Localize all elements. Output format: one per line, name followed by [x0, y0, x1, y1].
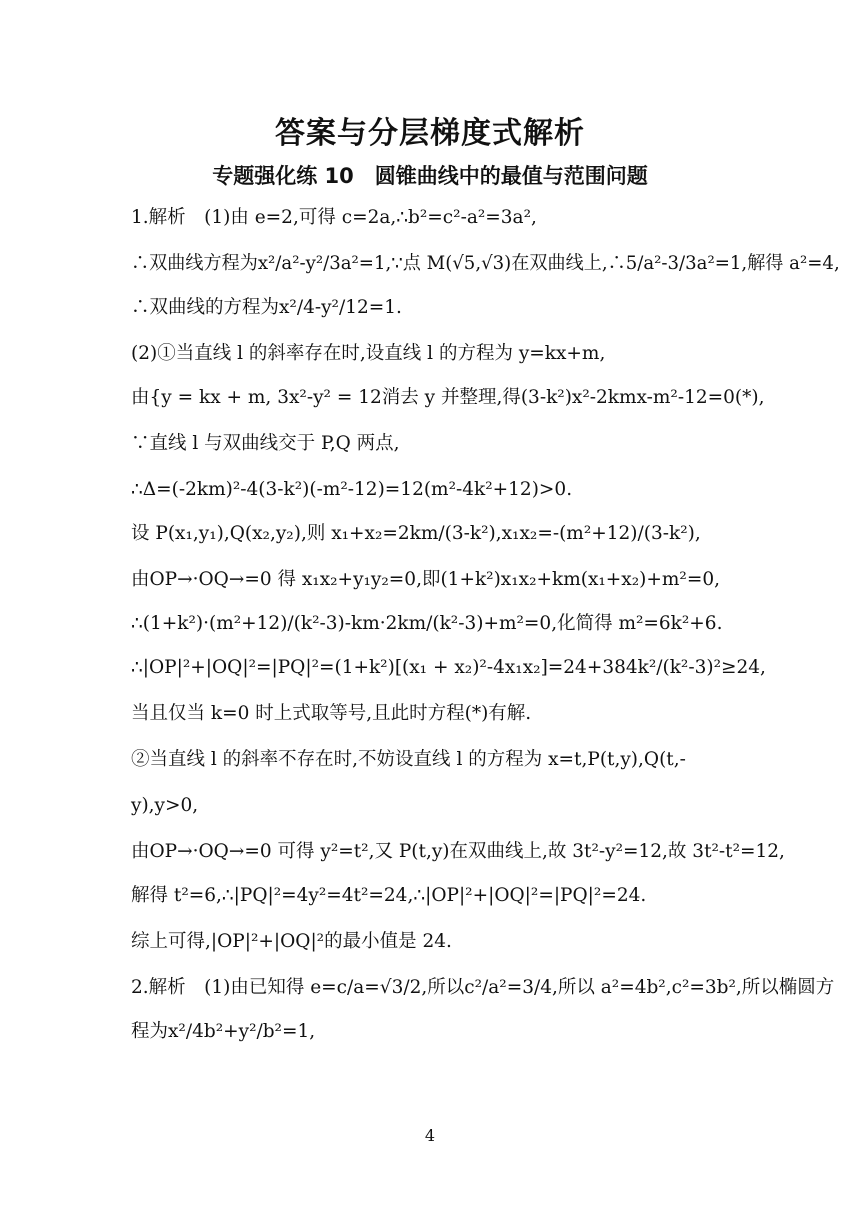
text-line: 当且仅当 k=0 时上式取等号,且此时方程(*)有解.: [131, 703, 532, 724]
text-line: 综上可得,|OP|²+|OQ|²的最小值是 24.: [131, 931, 452, 952]
text-line: ∴双曲线方程为x²/a²-y²/3a²=1,∵点 M(√5,√3)在双曲线上,∴5/a²-3/3a²=1,解得 a²=4,: [131, 253, 840, 274]
page-number: 4: [424, 1126, 436, 1145]
text-line: 设 P(x₁,y₁),Q(x₂,y₂),则 x₁+x₂=2km/(3-k²),x₁x₂=-(m²+12)/(3-k²),: [131, 523, 701, 544]
text-line: 由{y = kx + m, 3x²-y² = 12消去 y 并整理,得(3-k²)x²-2kmx-m²-12=0(*),: [131, 387, 765, 408]
text-line: ∴Δ=(-2km)²-4(3-k²)(-m²-12)=12(m²-4k²+12)>0.: [131, 479, 573, 500]
text-line: 由OP→·OQ→=0 得 x₁x₂+y₁y₂=0,即(1+k²)x₁x₂+km(x₁+x₂)+m²=0,: [131, 569, 720, 590]
text-line: ∵直线 l 与双曲线交于 P,Q 两点,: [131, 433, 400, 454]
text-line: 由OP→·OQ→=0 可得 y²=t²,又 P(t,y)在双曲线上,故 3t²-y²=12,故 3t²-t²=12,: [131, 841, 785, 862]
text-line: (2)①当直线 l 的斜率存在时,设直线 l 的方程为 y=kx+m,: [131, 343, 606, 364]
text-line: 2.解析 (1)由已知得 e=c/a=√3/2,所以c²/a²=3/4,所以 a²=4b²,c²=3b²,所以椭圆方: [131, 977, 835, 998]
page-title: 答案与分层梯度式解析: [275, 116, 585, 151]
text-line: ∴双曲线的方程为x²/4-y²/12=1.: [131, 297, 402, 318]
text-line: 1.解析 (1)由 e=2,可得 c=2a,∴b²=c²-a²=3a²,: [131, 207, 537, 228]
text-line: y),y>0,: [131, 795, 199, 816]
section-subtitle: 专题强化练 10 圆锥曲线中的最值与范围问题: [212, 164, 648, 188]
text-line: ∴(1+k²)·(m²+12)/(k²-3)-km·2km/(k²-3)+m²=0,化简得 m²=6k²+6.: [131, 613, 723, 634]
text-line: 解得 t²=6,∴|PQ|²=4y²=4t²=24,∴|OP|²+|OQ|²=|PQ|²=24.: [131, 885, 647, 906]
text-line: 程为x²/4b²+y²/b²=1,: [131, 1021, 316, 1042]
text-line: ②当直线 l 的斜率不存在时,不妨设直线 l 的方程为 x=t,P(t,y),Q(t,-: [131, 749, 686, 770]
text-line: ∴|OP|²+|OQ|²=|PQ|²=(1+k²)[(x₁ + x₂)²-4x₁x₂]=24+384k²/(k²-3)²≥24,: [131, 657, 766, 678]
